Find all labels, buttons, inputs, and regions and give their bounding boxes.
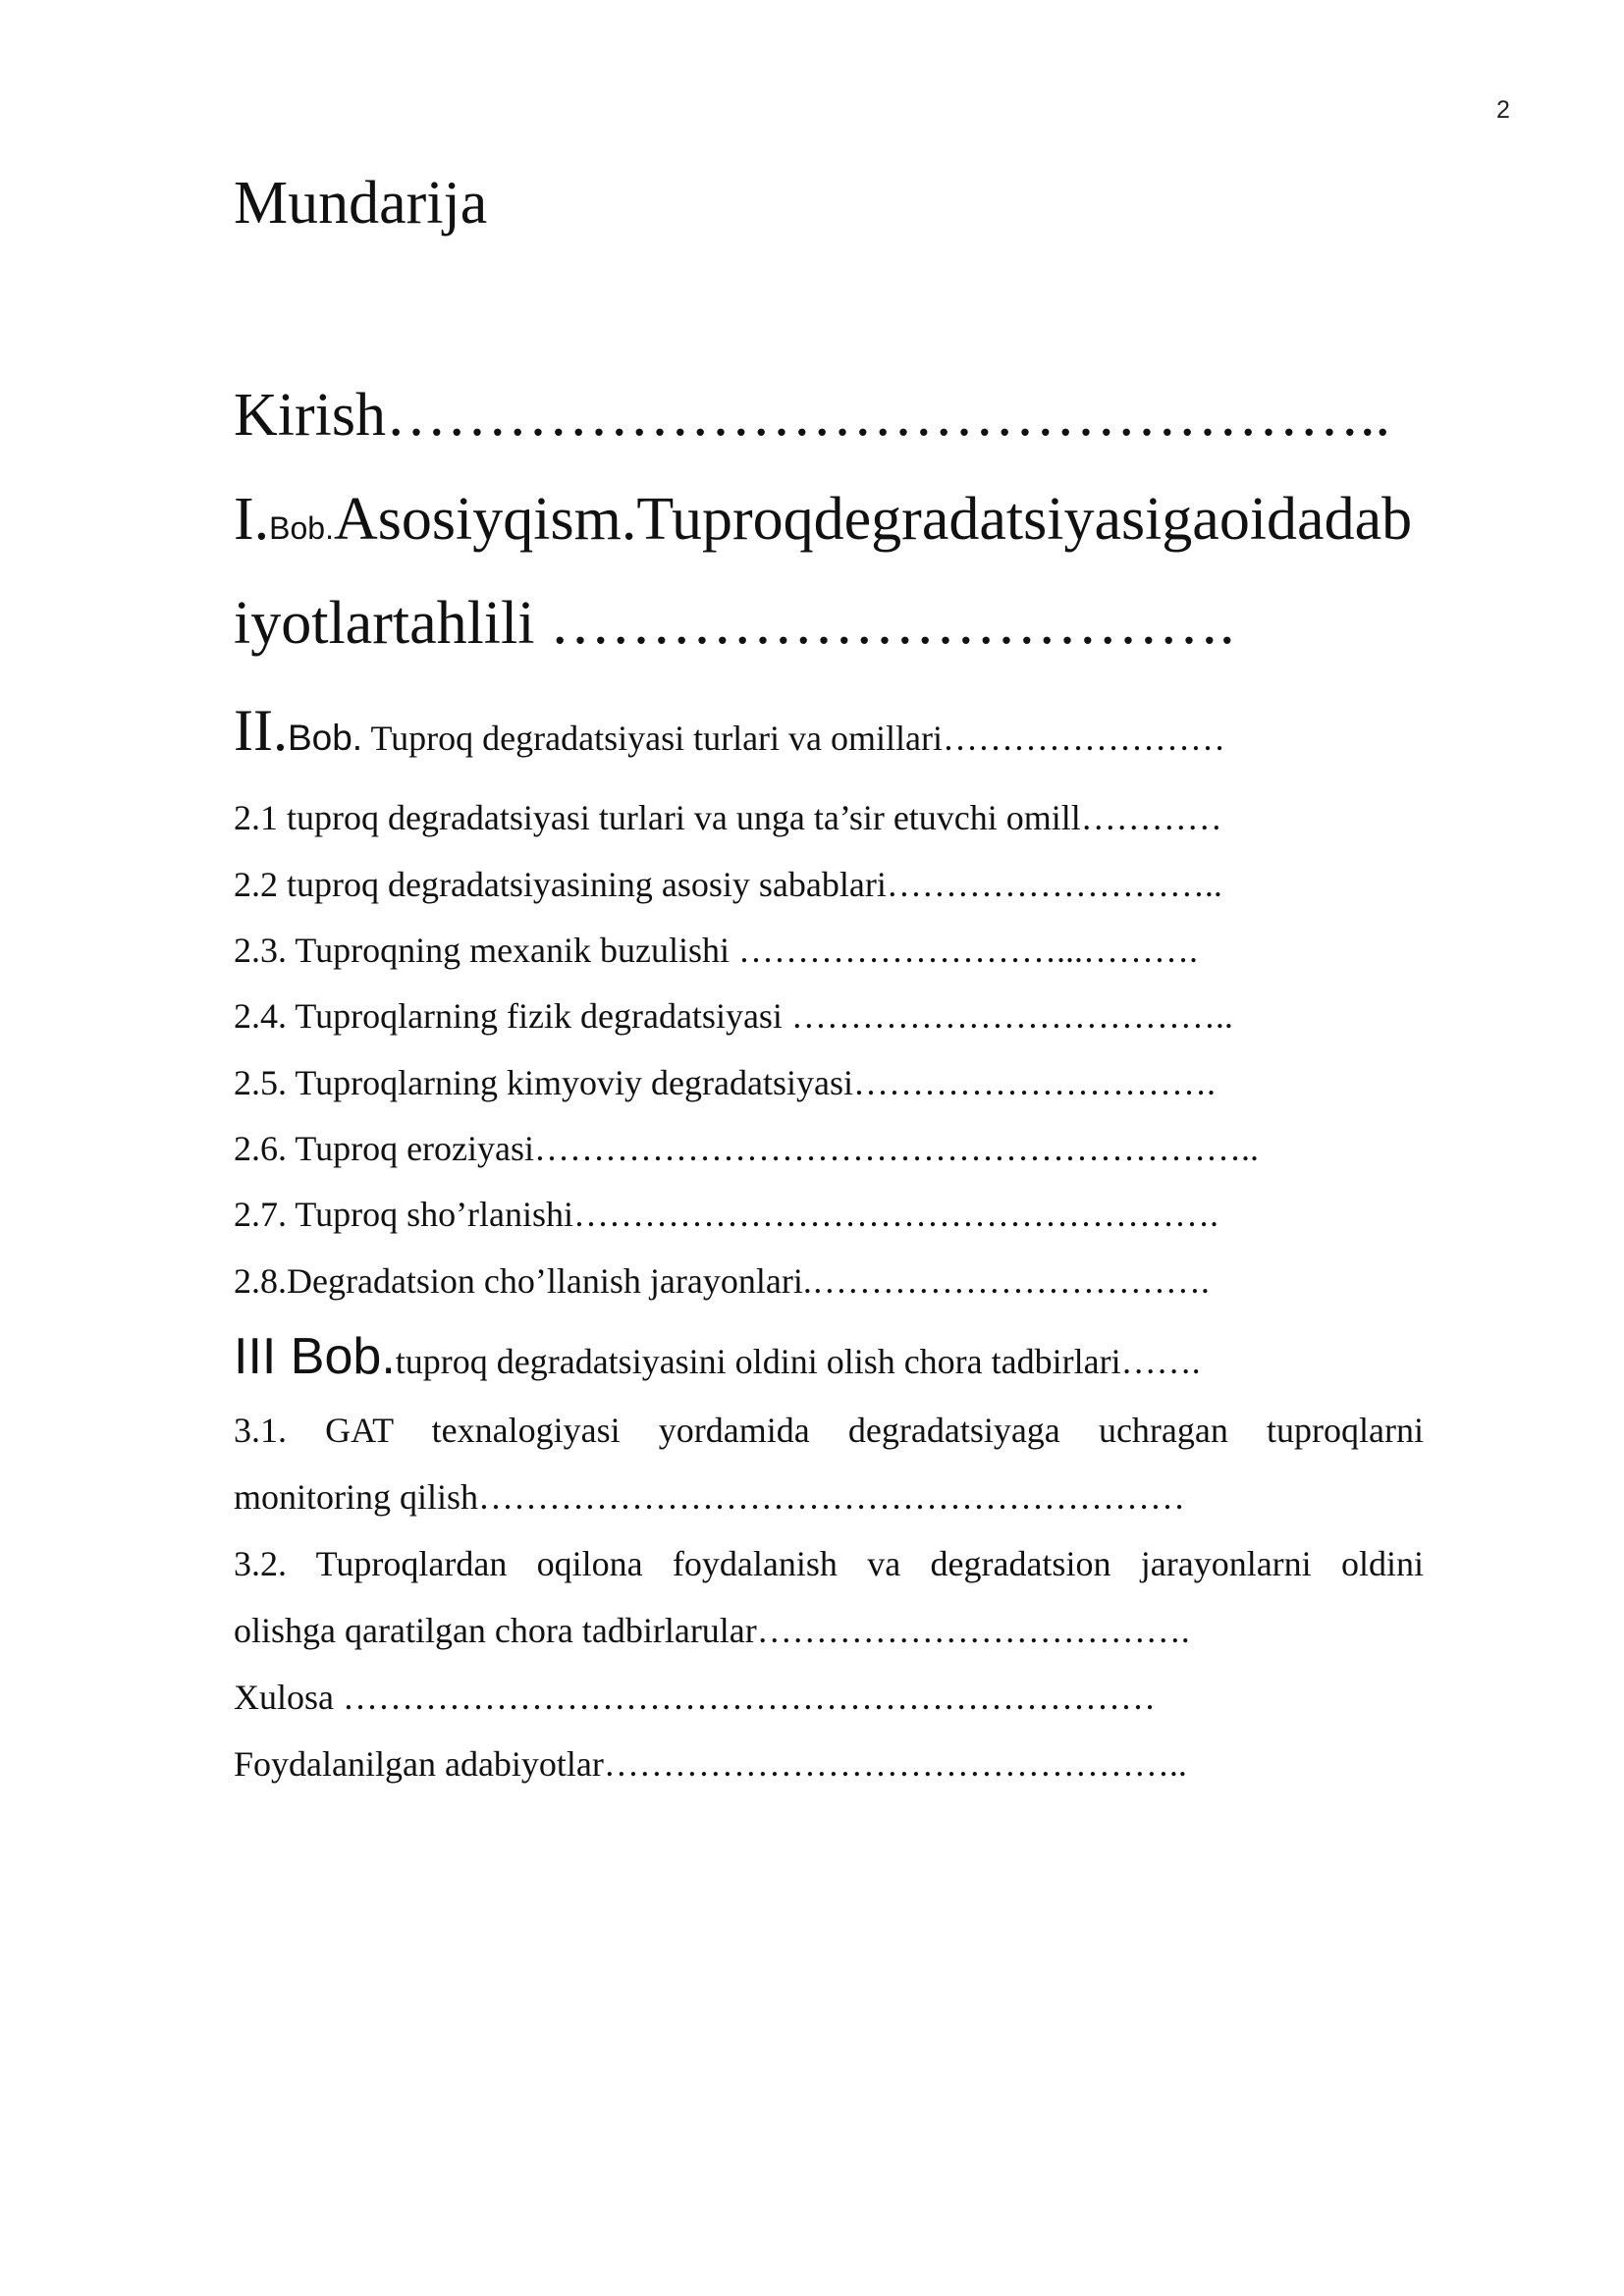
toc-entry-2-1: 2.1 tuproq degradatsiyasi turlari va unga ta’sir etuvchi omill………… [234, 798, 1222, 837]
toc-entry-2-6: 2.6. Tuproq eroziyasi…………………………………………………….. [234, 1129, 1259, 1168]
toc-bob1-title-cont: iyotlartahlili ……………………………. [234, 590, 1235, 657]
toc-bob2-title: Tuproq degradatsiyasi turlari va omillari…………………… [362, 719, 1225, 758]
toc-entry-3-1-cont: monitoring qilish…………………………………………………… [234, 1477, 1186, 1517]
toc-entry-adabiyotlar: Foydalanilgan adabiyotlar………………………………………….. [234, 1744, 1187, 1784]
toc-entry-2-2: 2.2 tuproq degradatsiyasining asosiy sabablari……………………….. [234, 865, 1222, 904]
toc-entry-3-1: 3.1. GAT texnalogiyasi yordamida degradatsiyaga uchragan tuproqlarni [234, 1411, 1424, 1450]
toc-entry-bob1 [234, 485, 1412, 555]
toc-entry-bob2 [234, 697, 1225, 765]
toc-bob3-title: tuproq degradatsiyasini oldini olish chora tadbirlari……. [395, 1342, 1201, 1381]
toc-entry-2-7: 2.7. Tuproq sho’rlanishi………………………………………………. [234, 1195, 1219, 1234]
toc-bob2-bob: Bob. [287, 718, 363, 758]
toc-entry-2-8: 2.8.Degradatsion cho’llanish jarayonlari.……………………………. [234, 1261, 1210, 1301]
toc-entry-3-2: 3.2. Tuproqlardan oqilona foydalanish va degradatsion jarayonlarni oldini [234, 1544, 1424, 1583]
toc-entry-2-4: 2.4. Tuproqlarning fizik degradatsiyasi ……………………………….. [234, 996, 1233, 1036]
toc-bob1-bob: Bob. [269, 510, 334, 546]
toc-entry-bob3 [234, 1327, 1201, 1386]
page-number: 2 [1496, 96, 1510, 124]
toc-entry-2-5: 2.5. Tuproqlarning kimyoviy degradatsiyasi…………………………. [234, 1063, 1216, 1102]
toc-bob3-head: III Bob. [234, 1328, 396, 1385]
toc-bob1-title: Asosiyqism.Tuproqdegradatsiyasigaoidadab [333, 486, 1413, 553]
toc-entry-xulosa: Xulosa …………………………………………………………… [234, 1678, 1156, 1717]
document-title: Mundarija [234, 170, 488, 237]
toc-bob1-roman: I. [234, 486, 270, 553]
toc-entry-kirish: Kirish………………………………………….. [234, 382, 1390, 449]
toc-entry-2-3: 2.3. Tuproqning mexanik buzulishi ………………………...………. [234, 931, 1199, 970]
toc-entry-3-2-cont: olishga qaratilgan chora tadbirlarular………………………………. [234, 1611, 1190, 1650]
toc-bob2-roman: II. [234, 698, 288, 763]
